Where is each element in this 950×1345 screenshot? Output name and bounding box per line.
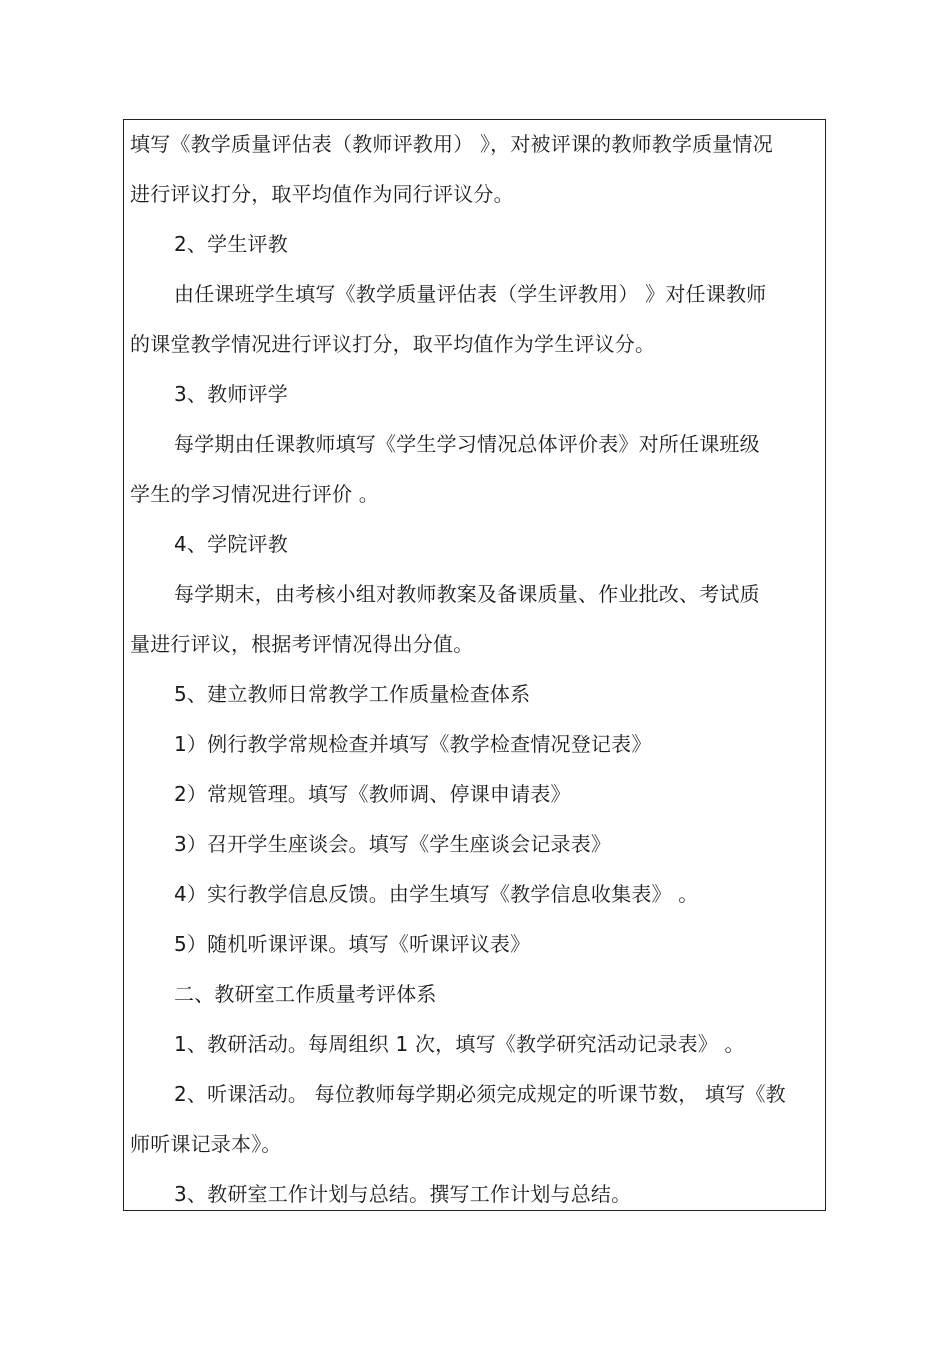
text-line: 2、听课活动。 每位教师每学期必须完成规定的听课节数， 填写《教 — [174, 1082, 786, 1106]
text-line: 1、教研活动。每周组织 1 次，填写《教学研究活动记录表》 。 — [174, 1032, 745, 1056]
text-line: 师听课记录本》。 — [130, 1132, 282, 1156]
document-frame — [123, 119, 826, 1211]
text-line: 学生的学习情况进行评价 。 — [130, 482, 379, 506]
text-line: 3、教研室工作计划与总结。撰写工作计划与总结。 — [174, 1182, 632, 1206]
list-item: 4）实行教学信息反馈。由学生填写《教学信息收集表》 。 — [174, 882, 699, 906]
list-item: 2）常规管理。填写《教师调、停课申请表》 — [174, 782, 571, 806]
list-item: 1）例行教学常规检查并填写《教学检查情况登记表》 — [174, 732, 652, 756]
section-heading: 2、学生评教 — [174, 232, 288, 256]
list-item: 5）随机听课评课。填写《听课评议表》 — [174, 932, 531, 956]
section-heading: 5、建立教师日常教学工作质量检查体系 — [174, 682, 531, 706]
section-heading: 4、学院评教 — [174, 532, 288, 556]
text-line: 的课堂教学情况进行评议打分，取平均值作为学生评议分。 — [130, 332, 656, 356]
list-item: 3）召开学生座谈会。填写《学生座谈会记录表》 — [174, 832, 612, 856]
text-line: 每学期末，由考核小组对教师教案及备课质量、作业批改、考试质 — [174, 582, 760, 606]
text-line: 由任课班学生填写《教学质量评估表（学生评教用） 》对任课教师 — [174, 282, 767, 306]
text-line: 量进行评议，根据考评情况得出分值。 — [130, 632, 474, 656]
text-line: 填写《教学质量评估表（教师评教用） 》，对被评课的教师教学质量情况 — [130, 132, 773, 156]
section-heading: 二、教研室工作质量考评体系 — [174, 982, 437, 1006]
text-line: 每学期由任课教师填写《学生学习情况总体评价表》对所任课班级 — [174, 432, 760, 456]
section-heading: 3、教师评学 — [174, 382, 288, 406]
text-line: 进行评议打分，取平均值作为同行评议分。 — [130, 182, 514, 206]
